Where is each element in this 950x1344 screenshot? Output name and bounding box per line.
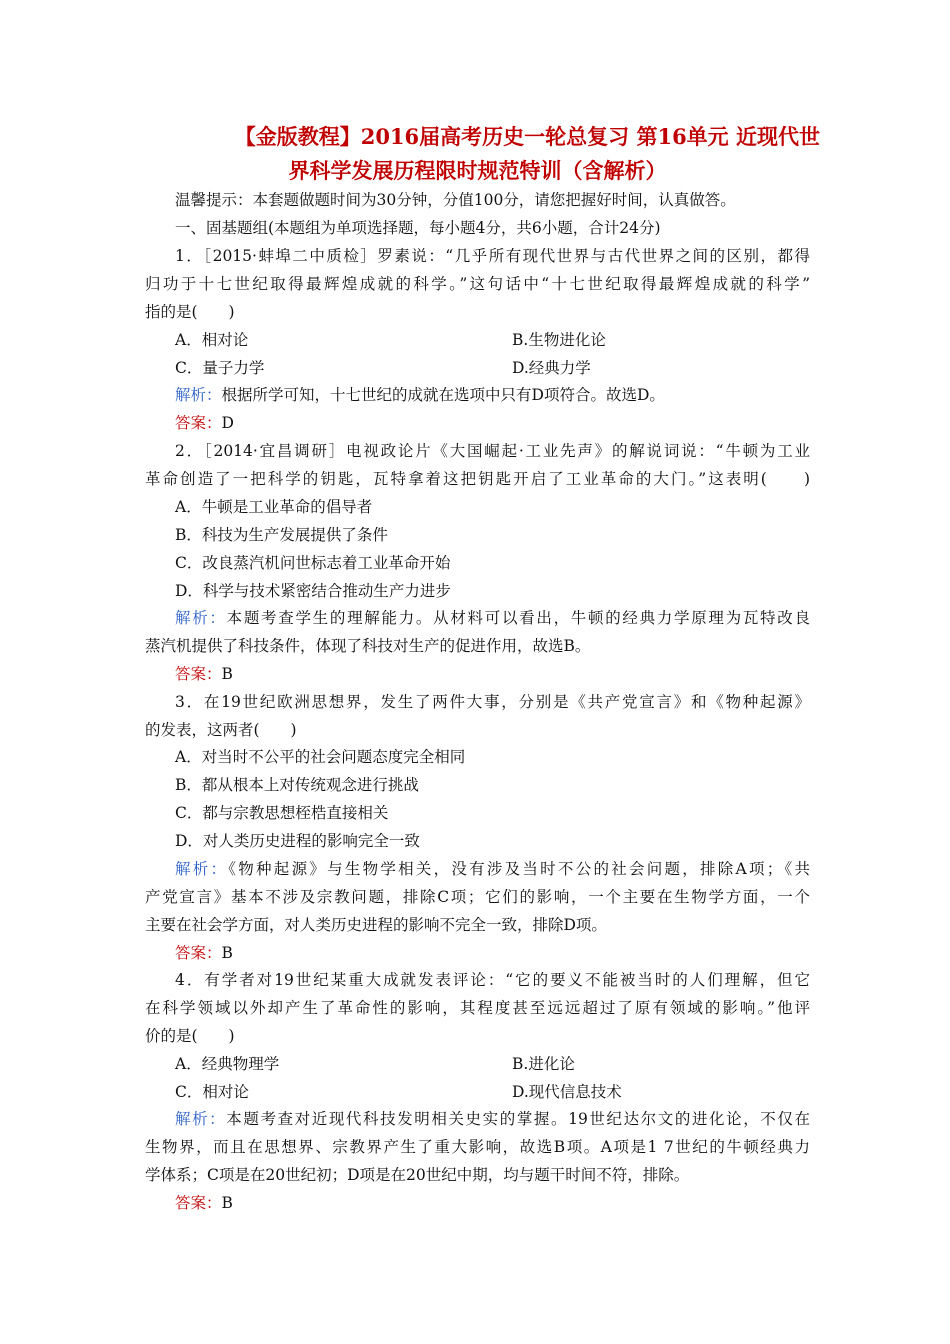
question-3-option-d: D．对人类历史进程的影响完全一致 <box>175 832 420 850</box>
question-2-line-1: 2．［2014·宜昌调研］电视政论片《大国崛起·工业先声》的解说词说：“牛顿为工业 <box>175 442 810 460</box>
question-2-option-b: B．科技为生产发展提供了条件 <box>175 526 388 544</box>
question-4-line-1: 4．有学者对19世纪某重大成就发表评论：“它的要义不能被当时的人们理解，但它 <box>175 971 810 989</box>
question-2-line-2: 革命创造了一把科学的钥匙，瓦特拿着这把钥匙开启了工业革命的大门。”这表明( ) <box>145 470 810 488</box>
answer-label: 答案： <box>175 1194 222 1212</box>
question-2-answer: 答案：B <box>175 665 233 683</box>
question-2-option-c: C．改良蒸汽机问世标志着工业革命开始 <box>175 554 451 572</box>
question-4-option-b: B.进化论 <box>512 1055 575 1073</box>
question-1-line-2: 归功于十七世纪取得最辉煌成就的科学。”这句话中“十七世纪取得最辉煌成就的科学” <box>145 275 810 293</box>
document-title-line-1: 【金版教程】2016届高考历史一轮总复习 第16单元 近现代世 <box>234 124 820 149</box>
analysis-label: 解析： <box>175 860 229 878</box>
answer-label: 答案： <box>175 414 222 432</box>
question-3-answer: 答案：B <box>175 944 233 962</box>
analysis-label: 解析： <box>175 1110 227 1128</box>
question-2-analysis-cont: 蒸汽机提供了科技条件，体现了科技对生产的促进作用，故选B。 <box>145 637 591 655</box>
section-heading: 一、固基题组(本题组为单项选择题，每小题4分，共6小题，合计24分) <box>175 219 661 237</box>
answer-label: 答案： <box>175 944 222 962</box>
question-1-answer: 答案：D <box>175 414 234 432</box>
question-3-analysis: 解析：《物种起源》与生物学相关，没有涉及当时不公的社会问题，排除A项；《共 <box>175 860 810 878</box>
document-title-line-2: 界科学发展历程限时规范特训（含解析） <box>288 158 667 183</box>
question-3-line-1: 3．在19世纪欧洲思想界，发生了两件大事，分别是《共产党宣言》和《物种起源》 <box>175 693 810 711</box>
analysis-label: 解析： <box>175 386 222 404</box>
question-2-analysis: 解析：本题考查学生的理解能力。从材料可以看出，牛顿的经典力学原理为瓦特改良 <box>175 609 810 627</box>
question-1-option-a: A．相对论 <box>175 331 249 349</box>
analysis-label: 解析： <box>175 609 227 627</box>
question-4-analysis-cont-2: 学体系；C项是在20世纪初；D项是在20世纪中期，均与题干时间不符，排除。 <box>145 1166 690 1184</box>
question-4-line-2: 在科学领域以外却产生了革命性的影响，其程度甚至远远超过了原有领域的影响。”他评 <box>145 999 810 1017</box>
question-4-option-d: D.现代信息技术 <box>512 1083 622 1101</box>
question-1-line-1: 1．［2015·蚌埠二中质检］罗素说：“几乎所有现代世界与古代世界之间的区别，都得 <box>175 247 810 265</box>
question-1-option-c: C．量子力学 <box>175 359 265 377</box>
question-4-analysis-cont-1: 生物界，而且在思想界、宗教界产生了重大影响，故选B项。A项是1 7世纪的牛顿经典力 <box>145 1138 810 1156</box>
question-3-line-2: 的发表，这两者( ) <box>145 721 297 739</box>
question-3-option-b: B．都从根本上对传统观念进行挑战 <box>175 776 419 794</box>
tip-text: 温馨提示：本套题做题时间为30分钟，分值100分，请您把握好时间，认真做答。 <box>175 191 736 209</box>
question-4-option-c: C．相对论 <box>175 1083 249 1101</box>
question-2-option-d: D．科学与技术紧密结合推动生产力进步 <box>175 582 451 600</box>
question-3-option-c: C．都与宗教思想桎梏直接相关 <box>175 804 389 822</box>
question-4-analysis: 解析：本题考查对近现代科技发明相关史实的掌握。19世纪达尔文的进化论，不仅在 <box>175 1110 810 1128</box>
question-1-line-3: 指的是( ) <box>145 303 235 321</box>
question-4-line-3: 价的是( ) <box>145 1027 235 1045</box>
question-3-analysis-cont-2: 主要在社会学方面，对人类历史进程的影响不完全一致，排除D项。 <box>145 916 607 934</box>
question-1-option-b: B.生物进化论 <box>512 331 606 349</box>
question-1-analysis: 解析：根据所学可知，十七世纪的成就在选项中只有D项符合。故选D。 <box>175 386 665 404</box>
question-3-analysis-cont-1: 产党宣言》基本不涉及宗教问题，排除C项；它们的影响，一个主要在生物学方面，一个 <box>145 888 810 906</box>
answer-label: 答案： <box>175 665 222 683</box>
question-3-option-a: A．对当时不公平的社会问题态度完全相同 <box>175 748 466 766</box>
question-4-answer: 答案：B <box>175 1194 233 1212</box>
question-2-option-a: A．牛顿是工业革命的倡导者 <box>175 498 373 516</box>
question-4-option-a: A．经典物理学 <box>175 1055 280 1073</box>
question-1-option-d: D.经典力学 <box>512 359 591 377</box>
